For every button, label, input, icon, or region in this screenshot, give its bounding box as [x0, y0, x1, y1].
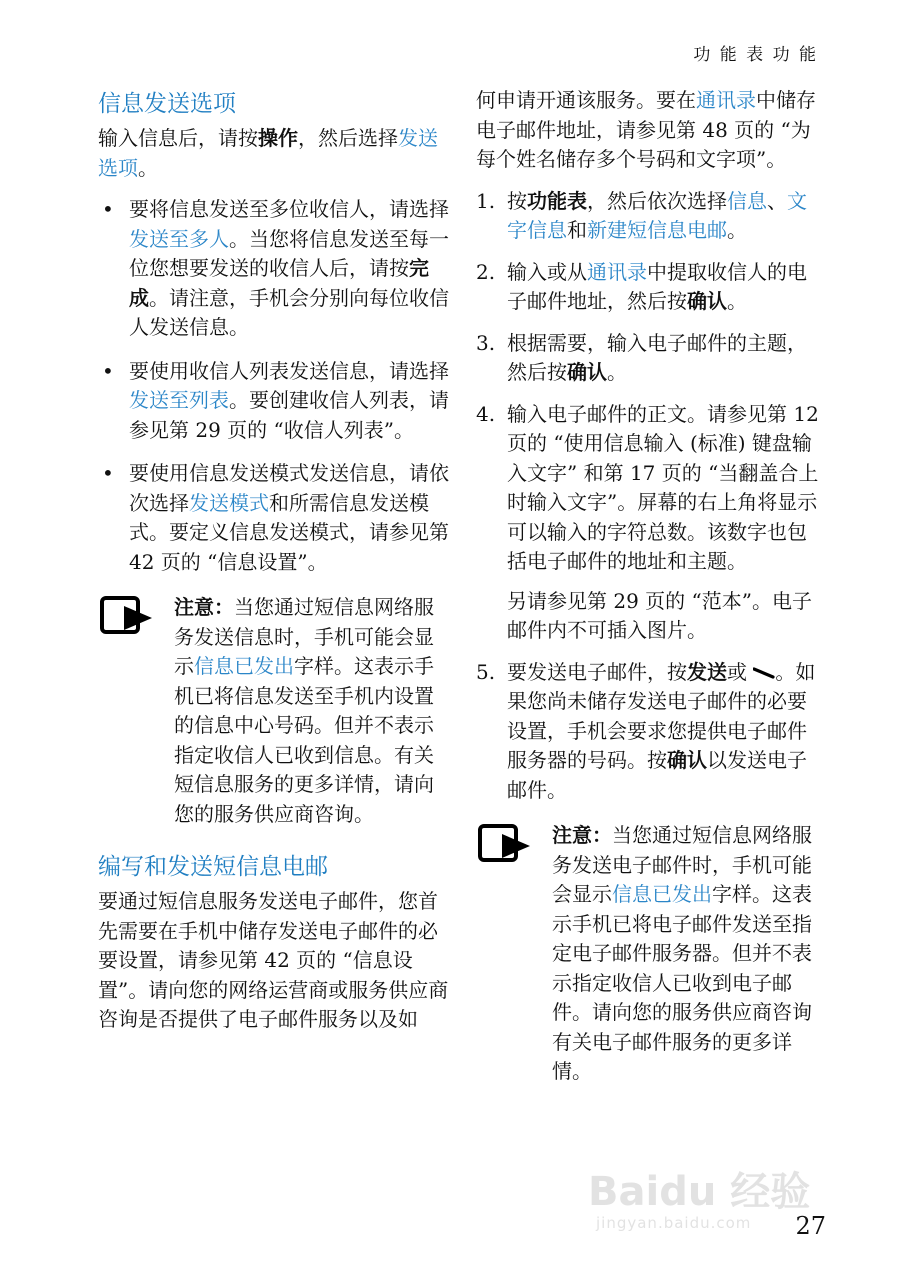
text-run: 字样。这表示手机已将电子邮件发送至指定电子邮件服务器。但并不表示指定收信人已收到电子邮件。请向您的服务供应商咨询有关电子邮件服务的更多详情。 [552, 882, 812, 1083]
text-run: 中提取收信人的电子邮件地址，然后按 [507, 259, 807, 313]
text-run: 以发送电子邮件。 [507, 748, 807, 802]
intro-paragraph [98, 124, 450, 183]
text-run: 或 [727, 659, 754, 684]
text-run: 中储存电子邮件地址，请参见第 48 页的 “为每个姓名储存多个号码和文字项”。 [476, 88, 816, 171]
steps-list [476, 187, 826, 806]
note-text [174, 595, 434, 826]
emphasized-key-label: 注意： [174, 595, 234, 619]
bullet-item [98, 195, 450, 343]
step-text [507, 400, 826, 577]
text-run: 和 [567, 218, 587, 242]
menu-reference: 通讯录 [696, 88, 756, 112]
bullet-text [129, 359, 449, 442]
text-run: 。当您将信息发送至每一位您想要发送的收信人后，请按 [129, 226, 449, 280]
menu-reference: 通讯录 [587, 259, 647, 284]
text-run: ，然后依次选择 [587, 188, 727, 213]
page-number: 27 [795, 1212, 826, 1240]
step-number: 5. [476, 659, 496, 684]
emphasized-key-label: 发送 [687, 659, 727, 684]
text-run: 要通过短信息服务发送电子邮件，您首先需要在手机中储存发送电子邮件的必要设置，请参见第 42 页的 “信息设置”。请向您的网络运营商或服务供应商咨询是否提供了电子邮件服务以及如 [98, 889, 449, 1031]
text-run: 当您通过短信息网络服务发送信息时，手机可能会显示 [174, 595, 434, 678]
bullet-item [98, 459, 450, 577]
step-item [476, 658, 826, 806]
section-title-sms-email: 编写和发送短信息电邮 [98, 854, 328, 880]
continued-paragraph [476, 86, 826, 175]
watermark-url: jingyan.baidu.com [596, 1214, 752, 1232]
text-run: 。请注意，手机会分别向每位收信人发送信息。 [129, 285, 449, 339]
step-item [476, 258, 826, 317]
step-number: 4. [476, 401, 496, 426]
note-icon [100, 596, 152, 636]
step-text [507, 187, 826, 246]
menu-reference: 信息已发出 [612, 882, 712, 906]
step-text [507, 658, 826, 806]
text-run: 。 [607, 360, 627, 384]
bullet-dot: • [102, 358, 114, 383]
right-column [476, 86, 826, 1109]
emphasized-key-label: 完成 [129, 256, 429, 310]
text-run: 要将信息发送至多位收信人，请选择 [129, 197, 449, 221]
menu-reference: 信息 [727, 188, 767, 213]
text-run: ，然后选择 [298, 126, 398, 150]
emphasized-key-label: 确认 [687, 289, 727, 313]
running-header: 功 能 表 功 能 [693, 45, 818, 65]
email-intro-paragraph [98, 887, 450, 1035]
text-run: 按 [507, 188, 527, 213]
watermark-logo: Baidu 经验 [588, 1169, 811, 1215]
left-column [98, 88, 450, 1047]
send-key-icon [753, 667, 775, 679]
text-run: 。如果您尚未储存发送电子邮件的必要设置，手机会要求您提供电子邮件服务器的号码。按 [507, 659, 816, 772]
text-run: 。要创建收信人列表，请参见第 29 页的 “收信人列表”。 [129, 388, 449, 442]
text-run: 。 [727, 218, 747, 242]
step-text [507, 587, 826, 646]
emphasized-key-label: 确认 [567, 360, 607, 384]
bullet-dot: • [102, 461, 114, 485]
menu-reference: 信息已发出 [194, 654, 294, 678]
bullet-dot: • [102, 197, 114, 221]
text-run: 输入信息后，请按 [98, 126, 258, 150]
text-run: 输入或从 [507, 259, 587, 284]
step-number: 2. [476, 259, 496, 284]
note-block [476, 821, 826, 1087]
menu-reference: 发送选项 [98, 126, 438, 180]
note-block [98, 593, 450, 829]
step-number: 1. [476, 188, 496, 213]
emphasized-key-label: 功能表 [527, 188, 587, 213]
bullet-item [98, 357, 450, 446]
menu-reference: 发送至多人 [129, 226, 229, 251]
text-run: 要使用信息发送模式发送信息，请依次选择 [129, 461, 449, 515]
menu-reference: 发送至列表 [129, 388, 229, 412]
emphasized-key-label: 操作 [258, 126, 298, 150]
text-run: 字样。这表示手机已将信息发送至手机内设置的信息中心号码。但并不表示指定收信人已收到信息。有关短信息服务的更多详情，请向您的服务供应商咨询。 [174, 654, 434, 826]
text-run: 何申请开通该服务。要在 [476, 88, 696, 112]
text-run: 要发送电子邮件，按 [507, 659, 687, 684]
bullet-text [129, 197, 449, 339]
note-text [552, 823, 812, 1083]
text-run: 另请参见第 29 页的 “范本”。电子邮件内不可插入图片。 [507, 588, 812, 642]
emphasized-key-label: 注意： [552, 823, 612, 847]
step-item [476, 187, 826, 246]
bullet-text [129, 461, 449, 574]
menu-reference: 发送模式 [189, 490, 269, 515]
bullet-list [98, 195, 450, 577]
section-title-send-options: 信息发送选项 [98, 91, 236, 117]
text-run: 根据需要，输入电子邮件的主题，然后按 [507, 330, 807, 384]
text-run: 。 [727, 289, 747, 313]
text-run: 要使用收信人列表发送信息，请选择 [129, 358, 449, 383]
note-icon [478, 824, 530, 864]
step-item [476, 329, 826, 388]
text-run: 。 [138, 155, 158, 180]
text-run: 和所需信息发送模式。要定义信息发送模式，请参见第 42 页的 “信息设置”。 [129, 490, 449, 574]
step-text [507, 258, 826, 317]
step-number: 3. [476, 330, 496, 355]
emphasized-key-label: 确认 [667, 748, 707, 772]
text-run: 当您通过短信息网络服务发送电子邮件时，手机可能会显示 [552, 823, 812, 906]
menu-reference: 文字信息 [507, 188, 807, 242]
menu-reference: 新建短信息电邮 [587, 218, 727, 242]
text-run: 、 [767, 188, 787, 213]
text-run: 输入电子邮件的正文。请参见第 12 页的 “使用信息输入 (标准) 键盘输入文字” 和第 17 页的 “当翻盖合上时输入文字”。屏幕的右上角将显示可以输入的字符总数。该数字也包括电子邮件的地址和主题。 [507, 401, 819, 573]
step-item [476, 400, 826, 646]
step-text [507, 329, 826, 388]
